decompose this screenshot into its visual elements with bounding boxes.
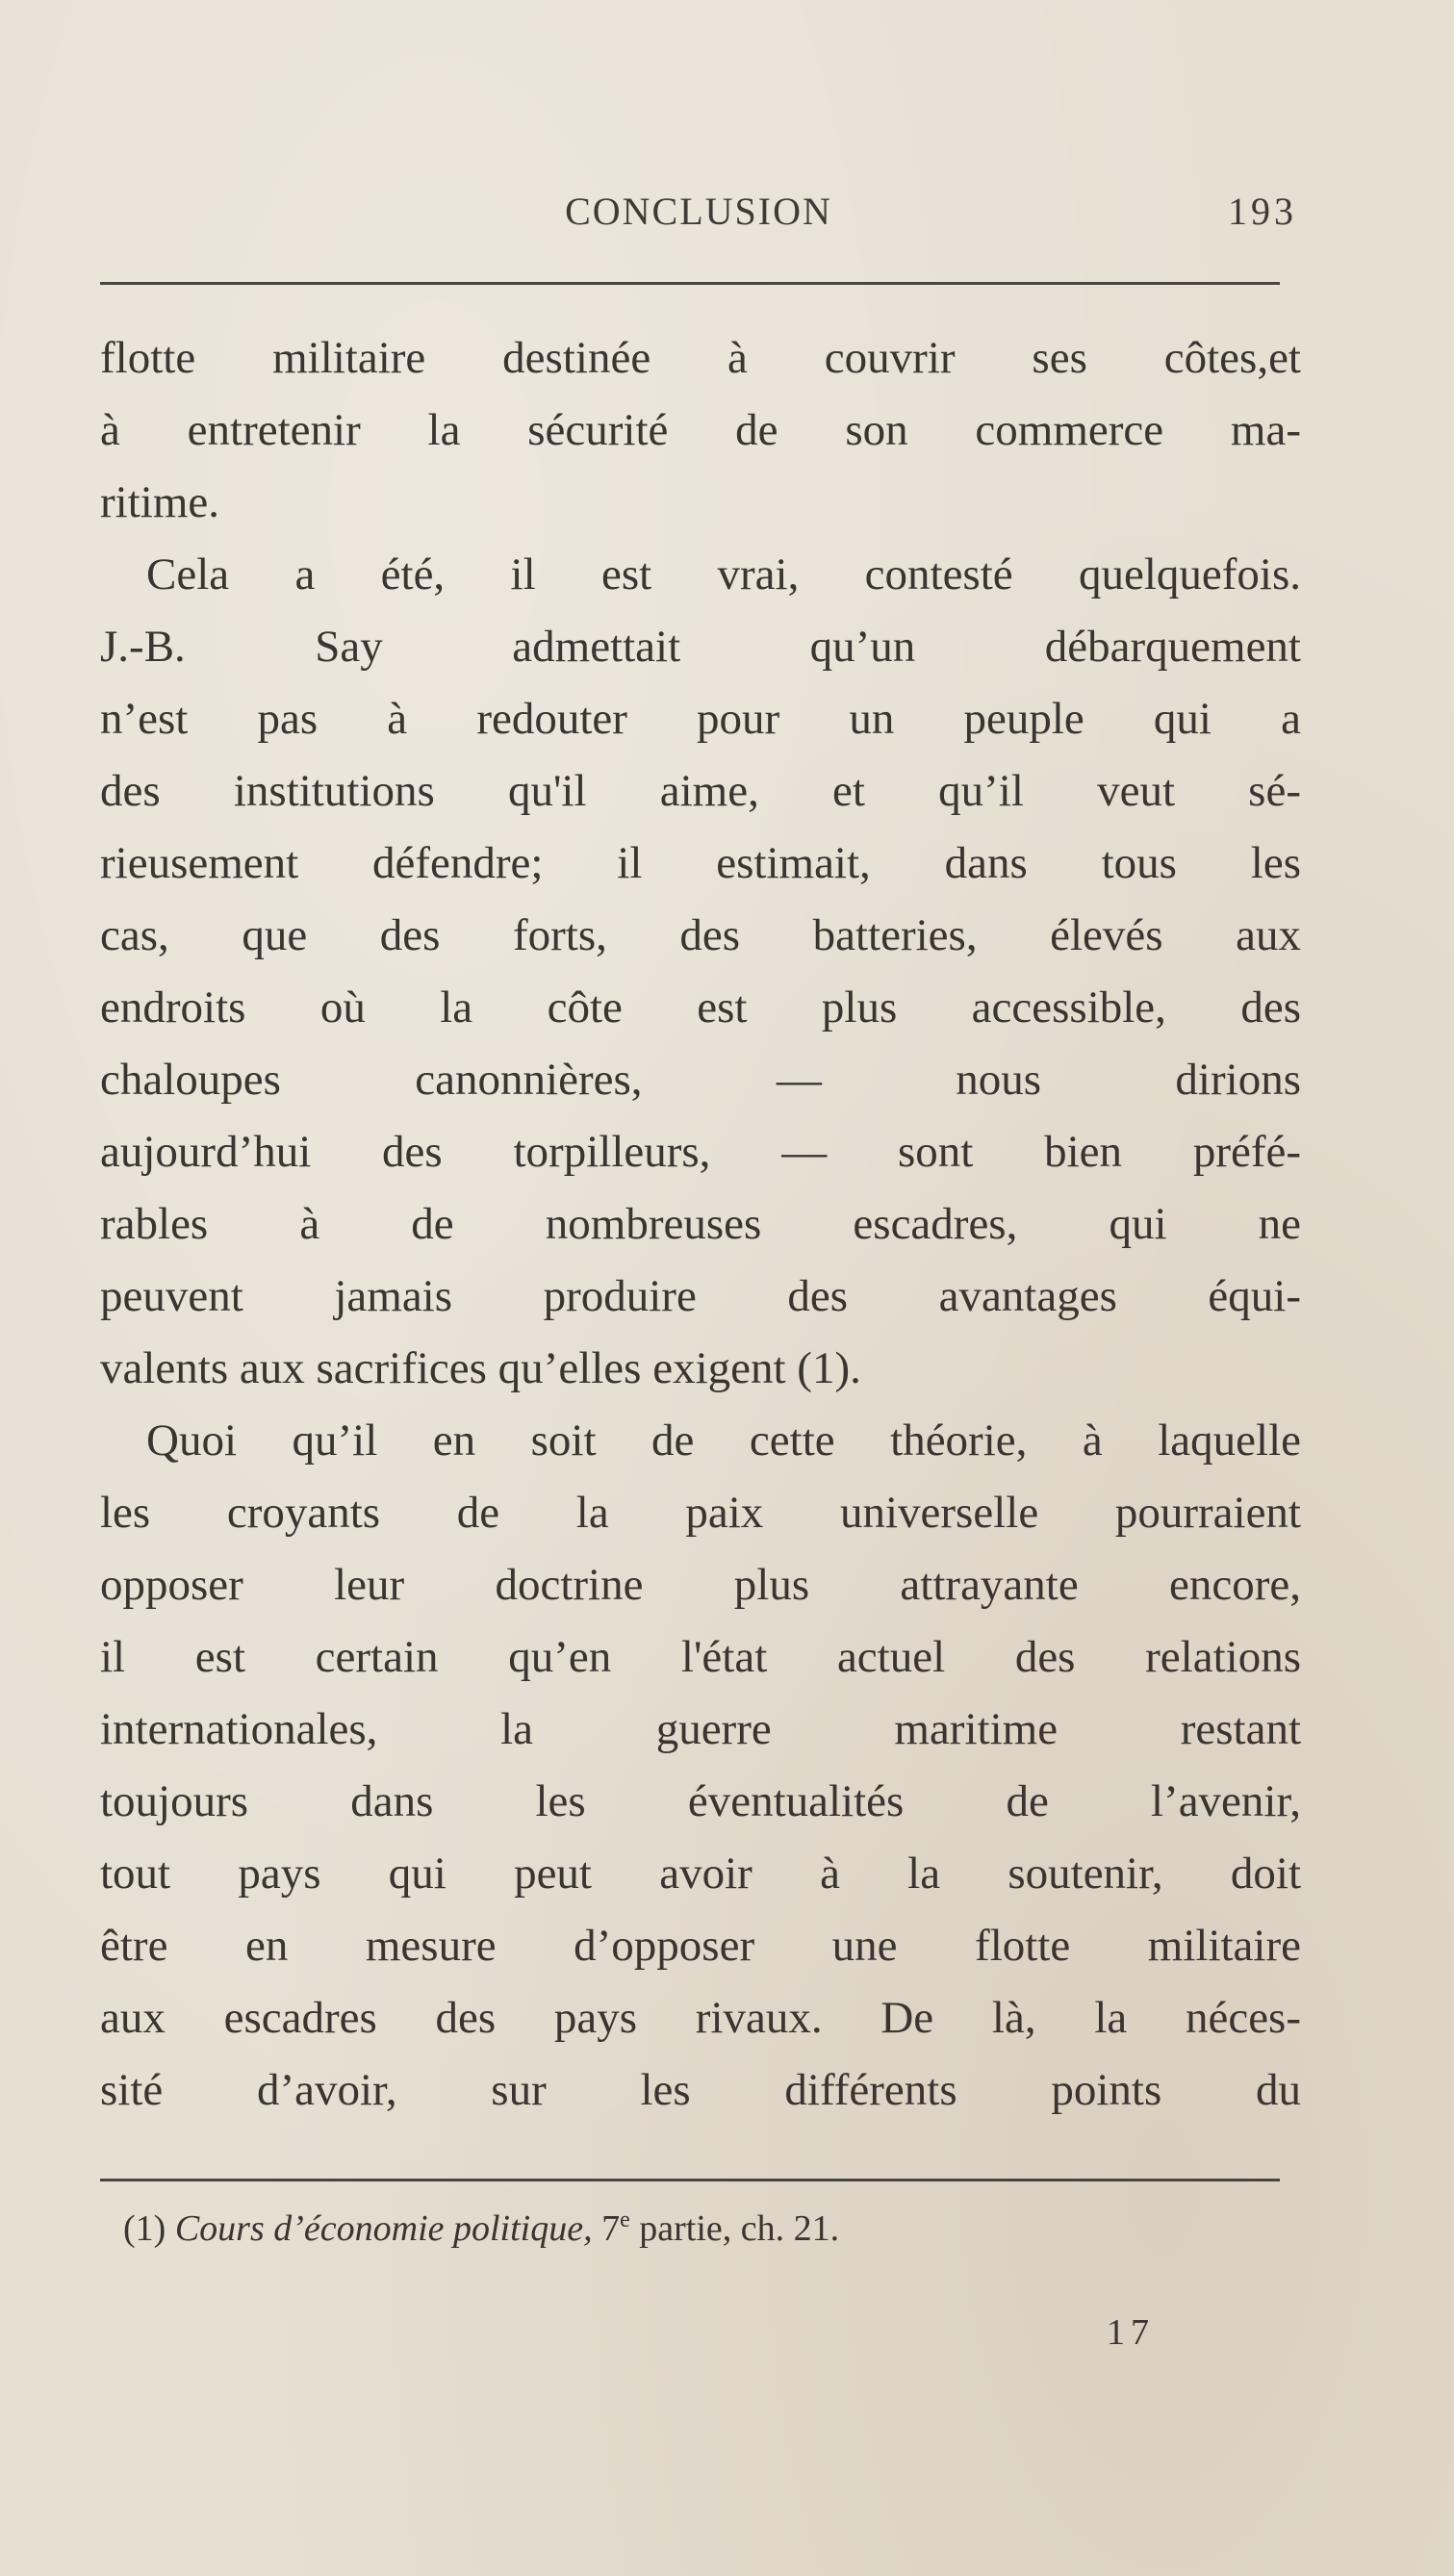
text-line: sité d’avoir, sur les différents points du (100, 2065, 1301, 2115)
text-line: des institutions qu'il aime, et qu’il veut sé- (100, 766, 1301, 816)
text-line: flotte militaire destinée à couvrir ses côtes,et (100, 333, 1301, 383)
text-line: J.-B. Say admettait qu’un débarquement (100, 622, 1301, 672)
text-line: Cela a été, il est vrai, contesté quelquefois. (146, 549, 1301, 599)
text-line: à entretenir la sécurité de son commerce ma- (100, 405, 1301, 455)
text-line: rables à de nombreuses escadres, qui ne (100, 1199, 1301, 1249)
text-line: ritime. (100, 477, 219, 527)
text-line: les croyants de la paix universelle pourraient (100, 1488, 1301, 1538)
header-rule (100, 282, 1280, 285)
running-head (100, 189, 1297, 246)
text-line: cas, que des forts, des batteries, élevés aux (100, 910, 1301, 960)
text-line: Quoi qu’il en soit de cette théorie, à laquelle (146, 1416, 1301, 1466)
text-line: n’est pas à redouter pour un peuple qui a (100, 694, 1301, 744)
text-line: rieusement défendre; il estimait, dans tous les (100, 838, 1301, 888)
text-line: il est certain qu’en l'état actuel des relations (100, 1632, 1301, 1682)
footnote-rule (100, 2179, 1280, 2181)
text-line: peuvent jamais produire des avantages équi- (100, 1271, 1301, 1321)
footnote-part-number: 7 (601, 2208, 621, 2249)
text-line: opposer leur doctrine plus attrayante encore, (100, 1560, 1301, 1610)
signature-mark: 17 (1107, 2312, 1155, 2353)
running-title: CONCLUSION (565, 190, 832, 233)
footnote-rest: partie, ch. 21. (639, 2208, 840, 2249)
page-number: 193 (1228, 190, 1297, 233)
body-text (100, 322, 1301, 2127)
text-line: toujours dans les éventualités de l’avenir, (100, 1776, 1301, 1826)
text-line: aujourd’hui des torpilleurs, — sont bien préfé- (100, 1127, 1301, 1177)
text-line: tout pays qui peut avoir à la soutenir, doit (100, 1849, 1301, 1899)
footnote-book-title: Cours d’économie politique, (174, 2208, 593, 2249)
text-line: aux escadres des pays rivaux. De là, la néces- (100, 1993, 1301, 2043)
text-line: valents aux sacrifices qu’elles exigent (1). (100, 1343, 861, 1393)
footnote-marker: (1) (123, 2208, 166, 2249)
text-line: chaloupes canonnières, — nous dirions (100, 1055, 1301, 1105)
text-line: endroits où la côte est plus accessible, des (100, 982, 1301, 1033)
text-line: être en mesure d’opposer une flotte militaire (100, 1921, 1301, 1971)
footnote (123, 2200, 1288, 2257)
footnote-superscript: e (620, 2207, 630, 2232)
text-line: internationales, la guerre maritime restant (100, 1704, 1301, 1754)
